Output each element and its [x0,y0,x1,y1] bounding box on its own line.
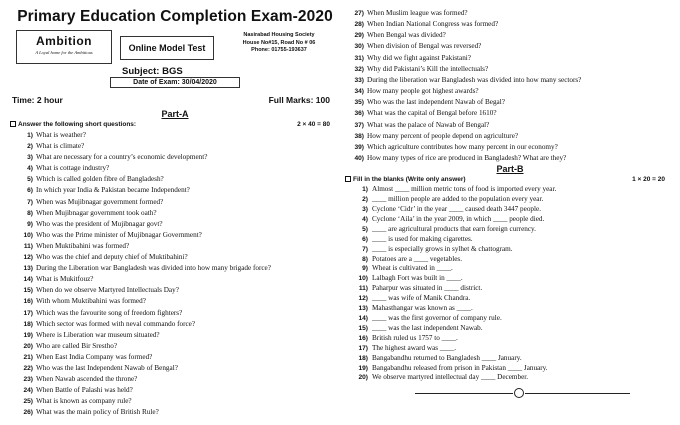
exam-date: Date of Exam: 30/04/2020 [110,77,240,88]
logo-tagline: A Loyal home for the Ambitious [35,50,93,55]
blank-item [345,274,675,284]
left-column [10,8,340,418]
question-item [10,407,340,418]
question-item [10,396,340,407]
blank-item-number: 13) [358,305,368,313]
question-item [345,120,675,131]
question-item-number: 2) [27,143,33,151]
question-item-number: 9) [27,220,33,228]
divider-line [525,393,630,394]
question-item-text: Who was the president of Mujibnagar govt? [36,219,163,228]
question-item [345,75,675,86]
blank-item-text: Paharpur was situated in ____ district. [372,284,483,293]
blank-item-number: 7) [362,245,368,253]
question-item-number: 39) [354,143,364,151]
blank-item-number: 16) [358,334,368,342]
blank-item-text: British ruled us 1757 to ____. [372,333,458,342]
question-item-number: 23) [23,376,33,384]
blank-item-text: ____ million people are added to the population every year. [372,195,544,204]
blank-item-text: Cyclone ‘Cidr’ in the year ____ caused death 3447 people. [372,205,541,213]
exam-time: Time: 2 hour [12,95,63,105]
blank-item-text: Lalbagh Fort was built in ____. [372,274,463,283]
question-item-text: In which year India & Pakistan became Independent? [36,186,190,195]
question-item-number: 31) [354,54,364,62]
question-item [345,64,675,75]
address-line: Nasirabad Housing Society [243,32,315,38]
question-item-number: 28) [354,21,364,29]
question-item-text: When Muktibahini was formed? [36,241,130,250]
blank-item-text: ____ is used for making cigarettes. [372,234,473,243]
right-column [345,8,675,383]
question-item-text: When Muslim league was formed? [367,9,468,17]
blank-item-text: The highest award was ____. [372,343,457,352]
blank-item-text: ____ are agricultural products that earn foreign currency. [372,224,536,233]
address [224,32,334,64]
question-item-text: How many types of rice are produced in Bangladesh? What are they? [367,154,567,163]
part-b-heading: Part-B [496,164,524,175]
question-item [10,330,340,341]
blank-item-number: 17) [358,344,368,352]
question-item [10,374,340,385]
question-item-text: When East India Company was formed? [36,352,153,361]
part-a-marks: 2 × 40 = 80 [297,121,330,128]
question-item [10,274,340,285]
blank-item-text: Cyclone ‘Aila’ in the year 2009, in which ____ people died. [372,214,545,223]
question-item-number: 35) [354,99,364,107]
blank-item-number: 4) [362,215,368,223]
question-item-text: When Indian National Congress was formed? [367,20,499,29]
blank-item-number: 11) [358,285,368,293]
blank-item-number: 19) [358,364,368,372]
blank-item [345,354,675,364]
question-item-text: Who was the chief and deputy chief of Muktibahini? [36,253,188,262]
question-item-number: 32) [354,65,364,73]
question-item-number: 6) [27,187,33,195]
question-item-number: 4) [27,165,33,173]
blank-item-text: Potatoes are a ____ vegetables. [372,254,463,263]
question-item-number: 11) [23,242,33,250]
question-item-text: What are necessary for a country’s economic development? [36,153,208,162]
question-item-number: 18) [23,320,33,328]
question-item-number: 26) [23,409,33,417]
blank-item [345,255,675,265]
question-item-number: 20) [23,342,33,350]
question-item-number: 3) [27,154,33,162]
blank-item [345,314,675,324]
question-item [10,263,340,274]
question-item-text: Why did Pakistani’s Kill the intellectuals? [367,64,489,73]
blank-item-number: 8) [362,255,368,263]
question-item [345,86,675,97]
question-item-number: 29) [354,32,364,40]
part-b-instruction-row [345,175,675,185]
question-item [10,219,340,230]
exam-title: Primary Education Completion Exam-2020 [17,8,333,25]
question-item [345,153,675,164]
blank-item [345,185,675,195]
question-item-number: 19) [23,331,33,339]
blank-item-text: Wheat is cultivated in ____. [372,264,453,273]
question-item-number: 7) [27,198,33,206]
checkbox-icon [10,121,16,127]
question-item-text: Who was the last Independent Nawab of Bengal? [36,363,178,372]
blank-item [345,364,675,374]
question-item-number: 17) [23,309,33,317]
blank-item [345,324,675,334]
logo [16,30,112,64]
header-block [10,30,340,86]
question-item-text: What is cottage industry? [36,164,110,173]
question-item-number: 33) [354,76,364,84]
question-item-number: 14) [23,276,33,284]
blank-item-text: Bangabandhu released from prison in Pakistan ____ January. [372,363,548,372]
question-item [345,8,675,19]
checkbox-icon [345,176,351,182]
question-item-text: Which sector was formed with neval commando force? [36,319,196,328]
part-a-heading: Part-A [161,109,189,119]
question-item-text: Who was the last independent Nawab of Begal? [367,98,505,107]
blank-item-text: ____ was the first governor of company rule. [372,313,502,322]
blank-item [345,205,675,215]
blank-item-text: Almost ____ million metric tons of food is imported every year. [372,185,557,194]
blank-item [345,334,675,344]
question-item [10,308,340,319]
blank-item [345,284,675,294]
question-item-text: During the Liberation war Bangladesh was divided into how many brigade force? [36,264,271,273]
blank-item-number: 5) [362,225,368,233]
question-item [10,319,340,330]
question-item [10,130,340,141]
question-item-text: Who was the Prime minister of Mujibnagar Government? [36,230,202,239]
question-item [10,363,340,374]
blank-item [345,195,675,205]
part-b-instruction [345,175,466,185]
blank-item [345,373,675,383]
question-item [345,53,675,64]
full-marks: Full Marks: 100 [268,95,330,105]
fill-blank-list [345,185,675,383]
part-a-instruction-row [10,120,340,130]
blank-item-number: 20) [358,374,368,382]
blank-item-text: ____ was the last independent Nawab. [372,323,483,332]
logo-text: Ambition [36,34,92,48]
question-item [345,30,675,41]
question-item-text: When division of Bengal was reversed? [367,42,482,51]
question-item-text: What was the palace of Nawab of Bengal? [367,120,490,129]
question-item-number: 37) [354,121,364,129]
question-item-number: 12) [23,254,33,262]
blank-item-number: 12) [358,295,368,303]
question-item [345,108,675,119]
part-a-instruction [10,120,136,130]
question-item-number: 40) [354,155,364,163]
question-item-number: 1) [27,132,33,139]
question-item [10,341,340,352]
blank-item-text: Bangabandhu returned to Bangladesh ____ January. [372,353,522,362]
question-item [10,197,340,208]
question-item-number: 36) [354,110,364,118]
question-item-number: 30) [354,43,364,51]
question-item-text: How many people got highest awards? [367,87,479,96]
address-line: House No#15, Road No # 06 [242,39,316,46]
blank-item [345,215,675,225]
blank-item-text: Mahasthangar was known as ____. [372,304,473,313]
blank-item [345,245,675,255]
blank-item [345,304,675,314]
question-item [10,385,340,396]
question-item-number: 15) [23,287,33,295]
question-item-number: 13) [23,265,33,273]
blank-item-number: 14) [358,314,368,322]
end-divider [415,388,630,398]
blank-item [345,225,675,235]
question-item-number: 27) [354,10,364,17]
question-item-number: 5) [27,176,33,184]
question-item-number: 22) [23,364,33,372]
question-item [10,252,340,263]
question-item-text: Why did we fight against Pakistani? [367,53,471,62]
blank-item [345,294,675,304]
question-item-text: When was Mujibnagar government formed? [36,197,164,206]
test-label: Online Model Test [120,36,214,60]
question-list-right [345,8,675,164]
question-item [10,174,340,185]
blank-item-number: 18) [358,354,368,362]
blank-item-number: 1) [362,186,368,194]
question-item-number: 21) [23,353,33,361]
question-item-text: What is known as company rule? [36,397,132,406]
address-line: Phone: 01755-193637 [251,47,307,53]
blank-item [345,264,675,274]
blank-item-number: 9) [362,265,368,273]
question-item-number: 16) [23,298,33,306]
question-item [345,131,675,142]
blank-item-number: 2) [362,196,368,204]
question-item-text: When Mujibnagar government took oath? [36,208,157,217]
blank-item-number: 3) [362,206,368,213]
question-item-text: When Battle of Palashi was held? [36,386,133,395]
question-item-number: 25) [23,398,33,406]
question-item-number: 8) [27,209,33,217]
question-item-number: 10) [23,231,33,239]
blank-item-text: ____ is especially grows in sylhet & chattogram. [372,244,513,253]
question-item [10,208,340,219]
question-item [345,19,675,30]
question-item-text: What is weather? [36,131,86,139]
time-marks-row [10,95,340,109]
blank-item-number: 6) [362,235,368,243]
question-item-text: When Nawab ascended the throne? [36,375,138,384]
blank-item-number: 10) [358,275,368,283]
part-a-instruction-text: Answer the following short questions: [18,121,137,128]
question-item-text: Which was the favourite song of freedom fighters? [36,308,183,317]
question-item [345,41,675,52]
circle-ornament-icon [514,388,524,398]
question-item-text: How many percent of people depend on agriculture? [367,131,519,140]
question-item [10,230,340,241]
blank-item-text: We observe martyred intellectual day ____ December. [372,373,529,382]
question-item [10,185,340,196]
question-item-text: What is Mukitfouz? [36,275,94,284]
question-item-number: 34) [354,88,364,96]
part-b-instruction-text: Fill in the blanks (Write only answer) [353,176,466,184]
subject-label: Subject: BGS [122,66,183,77]
question-item-text: What is climate? [36,142,85,151]
question-item-text: Which is called golden fibre of Bangladesh? [36,175,164,184]
question-list-left [10,130,340,418]
question-item [10,163,340,174]
question-item-text: When do we observe Martyred Intellectuals Day? [36,286,179,295]
question-item [10,285,340,296]
question-item-text: What was the main policy of British Rule? [36,408,159,417]
question-item [10,141,340,152]
question-item [345,142,675,153]
blank-item-text: ____ was wife of Manik Chandra. [372,294,471,303]
question-item [10,241,340,252]
question-item [345,97,675,108]
question-item-text: During the liberation war Bangladesh was divided into how many sectors? [367,75,582,84]
question-item-text: With whom Muktibahini was formed? [36,297,146,306]
question-item-text: When Bengal was divided? [367,31,446,40]
question-item [10,152,340,163]
blank-item [345,235,675,245]
question-item-text: Where is Liberation war museum situated? [36,330,160,339]
part-b-marks: 1 × 20 = 20 [632,176,665,184]
divider-line [415,393,513,394]
question-item-text: Which agriculture contributes how many percent in our economy? [367,142,558,151]
question-item-number: 38) [354,132,364,140]
blank-item-number: 15) [358,324,368,332]
question-item [10,296,340,307]
question-item-text: What was the capital of Bengal before 1610? [367,109,497,118]
question-item-text: Who are called Bir Srestho? [36,341,118,350]
question-item [10,352,340,363]
question-item-number: 24) [23,387,33,395]
blank-item [345,344,675,354]
